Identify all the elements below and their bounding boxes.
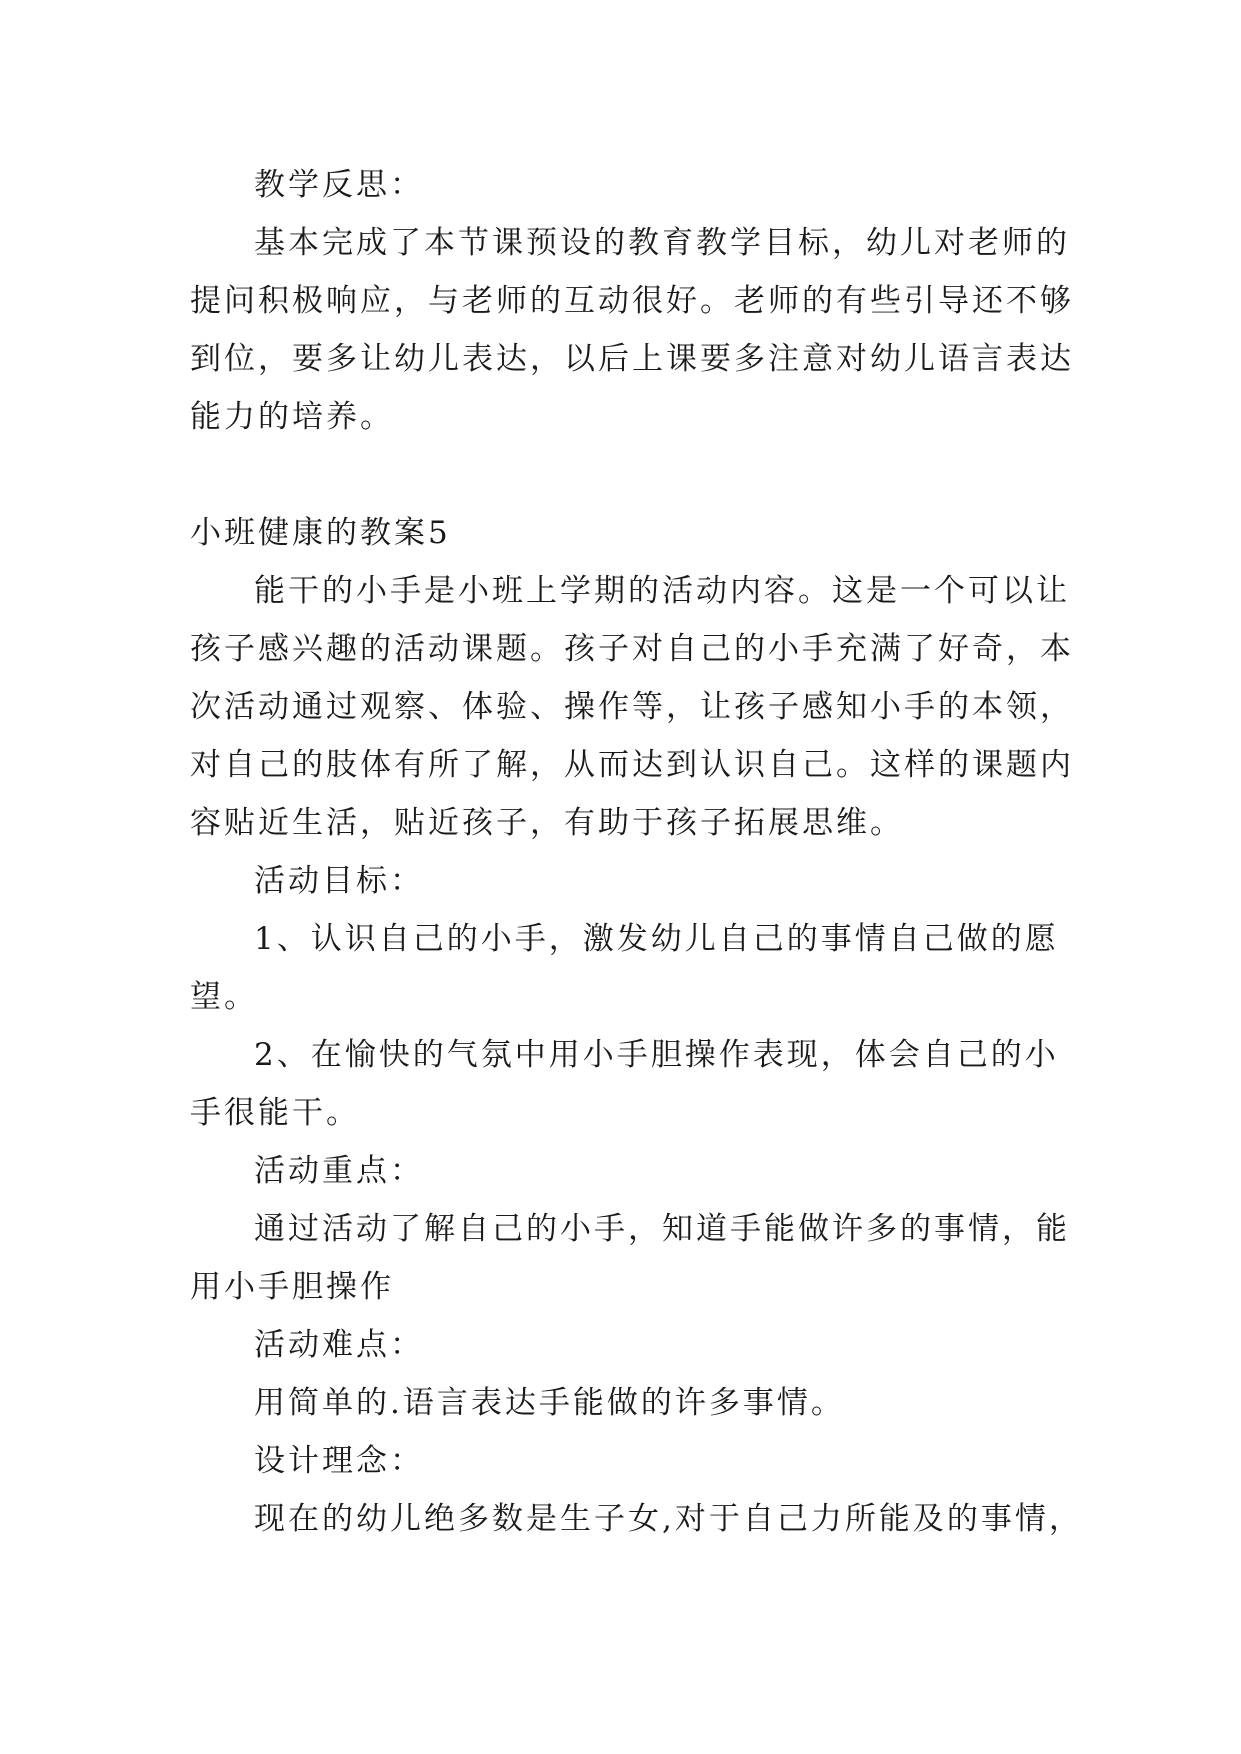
key-line-2: 用小手胆操作 [190,1269,394,1305]
reflection-line-1: 基本完成了本节课预设的教育教学目标，幼儿对老师的 [254,225,1070,261]
design-text: 现在的幼儿绝多数是生子女,对于自己力所能及的事情， [254,1501,1083,1537]
key-line-1: 通过活动了解自己的小手，知道手能做许多的事情，能 [254,1211,1070,1247]
intro-line-3: 次活动通过观察、体验、操作等，让孩子感知小手的本领， [190,689,1074,725]
goals-heading: 活动目标： [254,863,424,899]
intro-line-2: 孩子感兴趣的活动课题。孩子对自己的小手充满了好奇，本 [190,631,1074,667]
goal2-line-1: 2、在愉快的气氛中用小手胆操作表现，体会自己的小 [254,1037,1059,1073]
intro-line-5: 容贴近生活，贴近孩子，有助于孩子拓展思维。 [190,805,904,841]
difficulty-heading: 活动难点： [254,1327,424,1363]
section-title: 小班健康的教案5 [190,515,451,551]
goal1-line-1: 1、认识自己的小手，激发幼儿自己的事情自己做的愿 [254,921,1059,957]
goal1-line-2: 望。 [190,979,258,1015]
design-heading: 设计理念： [254,1443,424,1479]
reflection-line-3: 到位，要多让幼儿表达，以后上课要多注意对幼儿语言表达 [190,341,1074,377]
goal2-line-2: 手很能干。 [190,1095,360,1131]
intro-line-4: 对自己的肢体有所了解，从而达到认识自己。这样的课题内 [190,747,1074,783]
reflection-line-4: 能力的培养。 [190,399,394,435]
intro-line-1: 能干的小手是小班上学期的活动内容。这是一个可以让 [254,573,1070,609]
key-heading: 活动重点： [254,1153,424,1189]
difficulty-text: 用简单的.语言表达手能做的许多事情。 [254,1385,845,1421]
reflection-heading: 教学反思： [254,167,424,203]
reflection-line-2: 提问积极响应，与老师的互动很好。老师的有些引导还不够 [190,283,1074,319]
